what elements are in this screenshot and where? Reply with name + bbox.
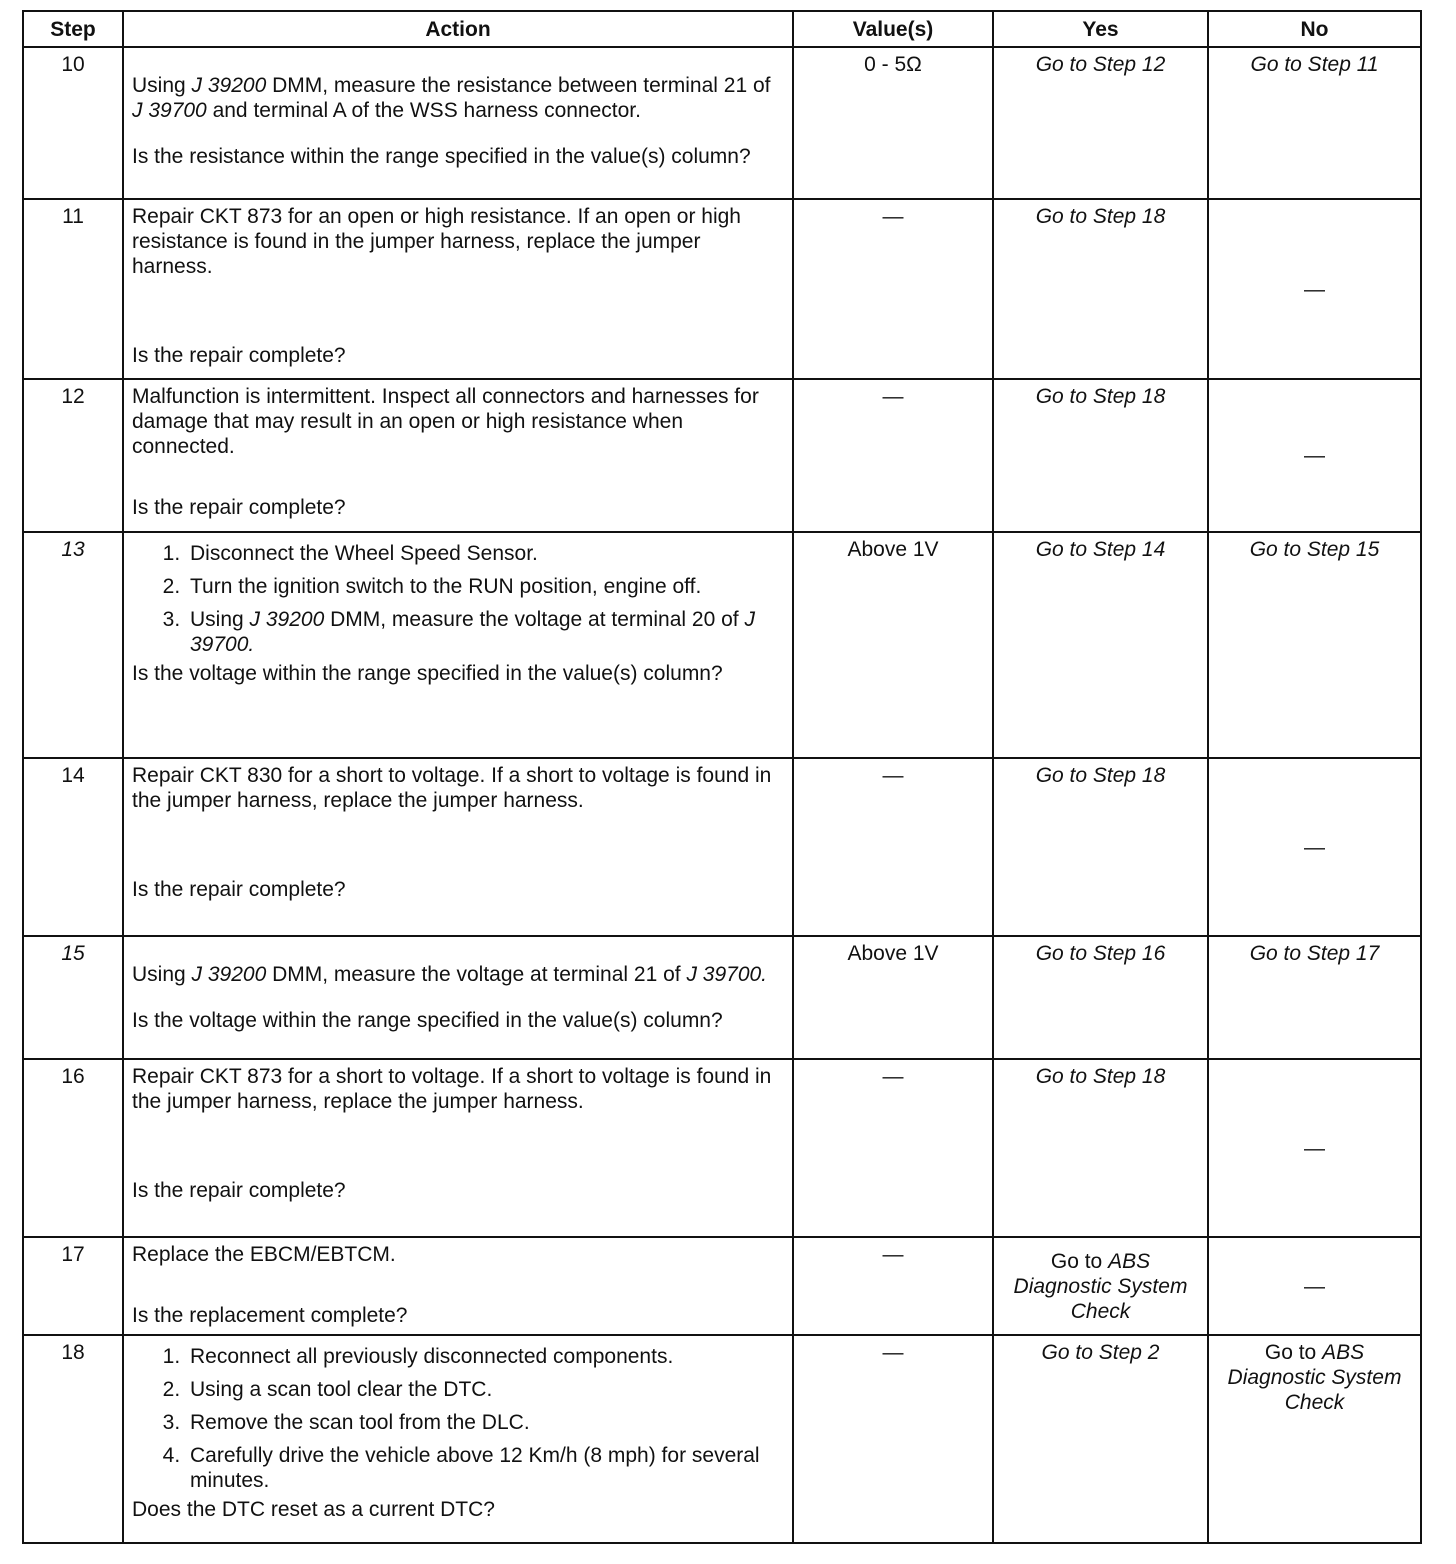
value-cell: — [793,758,993,936]
list-item: 2. Using a scan tool clear the DTC. [186,1377,784,1402]
value-cell: Above 1V [793,532,993,758]
value-cell: — [793,379,993,532]
step-number: 14 [23,758,123,936]
list-item: 3. Using J 39200 DMM, measure the voltage at terminal 20 of J 39700. [186,607,784,657]
table-row [23,758,1421,936]
table-row [23,1237,1421,1335]
action-cell [123,379,793,532]
header-yes: Yes [993,11,1208,47]
no-cell: — [1208,379,1421,532]
action-text: Repair CKT 830 for a short to voltage. If a short to voltage is found in the jumper harness, replace the jumper harness. [132,764,772,812]
diagnostic-table [22,10,1422,1544]
action-cell [123,758,793,936]
step-number: 17 [23,1237,123,1335]
table-row [23,47,1421,199]
list-item: 1. Reconnect all previously disconnected components. [186,1344,784,1369]
yes-cell: Go to Step 18 [993,758,1208,936]
question-text: Is the voltage within the range specified in the value(s) column? [132,662,723,685]
table-row [23,936,1421,1059]
procedure-list [132,1344,784,1493]
list-item: 2. Turn the ignition switch to the RUN position, engine off. [186,574,784,599]
question-text: Is the repair complete? [132,878,346,901]
yes-cell: Go to ABS Diagnostic System Check [993,1237,1208,1335]
value-cell: — [793,1335,993,1543]
action-cell [123,1335,793,1543]
yes-cell: Go to Step 18 [993,199,1208,379]
value-cell: — [793,1059,993,1237]
value-cell: — [793,1237,993,1335]
no-cell: Go to Step 15 [1208,532,1421,758]
question-text: Is the replacement complete? [132,1304,408,1327]
action-text: Using J 39200 DMM, measure the voltage at terminal 21 of J 39700. [132,963,768,986]
action-text: Using J 39200 DMM, measure the resistance between terminal 21 of J 39700 and terminal A of the WSS harness connector. [132,74,771,122]
yes-cell: Go to Step 18 [993,1059,1208,1237]
yes-cell: Go to Step 2 [993,1335,1208,1543]
header-step: Step [23,11,123,47]
yes-cell: Go to Step 14 [993,532,1208,758]
action-cell [123,199,793,379]
no-cell: — [1208,758,1421,936]
question-text: Is the repair complete? [132,496,346,519]
table-row [23,1059,1421,1237]
action-cell [123,1237,793,1335]
question-text: Is the resistance within the range specified in the value(s) column? [132,145,751,168]
header-values: Value(s) [793,11,993,47]
no-cell: Go to Step 11 [1208,47,1421,199]
table-row [23,199,1421,379]
action-cell [123,532,793,758]
value-cell: — [793,199,993,379]
step-number: 15 [23,936,123,1059]
value-cell: 0 - 5Ω [793,47,993,199]
action-text: Repair CKT 873 for an open or high resistance. If an open or high resistance is found in the jumper harness, replace the jumper harness. [132,205,741,278]
step-number: 11 [23,199,123,379]
action-text: Replace the EBCM/EBTCM. [132,1243,396,1266]
action-cell [123,936,793,1059]
no-cell: — [1208,199,1421,379]
no-cell: Go to ABS Diagnostic System Check [1208,1335,1421,1543]
yes-cell: Go to Step 12 [993,47,1208,199]
question-text: Is the repair complete? [132,1179,346,1202]
table-row [23,532,1421,758]
no-cell: — [1208,1237,1421,1335]
step-number: 13 [23,532,123,758]
header-row [23,11,1421,47]
step-number: 18 [23,1335,123,1543]
no-cell: — [1208,1059,1421,1237]
action-text: Malfunction is intermittent. Inspect all connectors and harnesses for damage that may result in an open or high resistance when connected. [132,385,759,458]
no-cell: Go to Step 17 [1208,936,1421,1059]
step-number: 12 [23,379,123,532]
step-number: 16 [23,1059,123,1237]
table-row [23,379,1421,532]
action-text: Repair CKT 873 for a short to voltage. If a short to voltage is found in the jumper harness, replace the jumper harness. [132,1065,772,1113]
header-action: Action [123,11,793,47]
question-text: Does the DTC reset as a current DTC? [132,1498,495,1521]
list-item: 1. Disconnect the Wheel Speed Sensor. [186,541,784,566]
question-text: Is the voltage within the range specified in the value(s) column? [132,1009,723,1032]
list-item: 4. Carefully drive the vehicle above 12 Km/h (8 mph) for several minutes. [186,1443,784,1493]
action-cell [123,1059,793,1237]
procedure-list [132,541,784,657]
header-no: No [1208,11,1421,47]
step-number: 10 [23,47,123,199]
question-text: Is the repair complete? [132,344,346,367]
table-row [23,1335,1421,1543]
value-cell: Above 1V [793,936,993,1059]
action-cell [123,47,793,199]
yes-cell: Go to Step 18 [993,379,1208,532]
list-item: 3. Remove the scan tool from the DLC. [186,1410,784,1435]
yes-cell: Go to Step 16 [993,936,1208,1059]
